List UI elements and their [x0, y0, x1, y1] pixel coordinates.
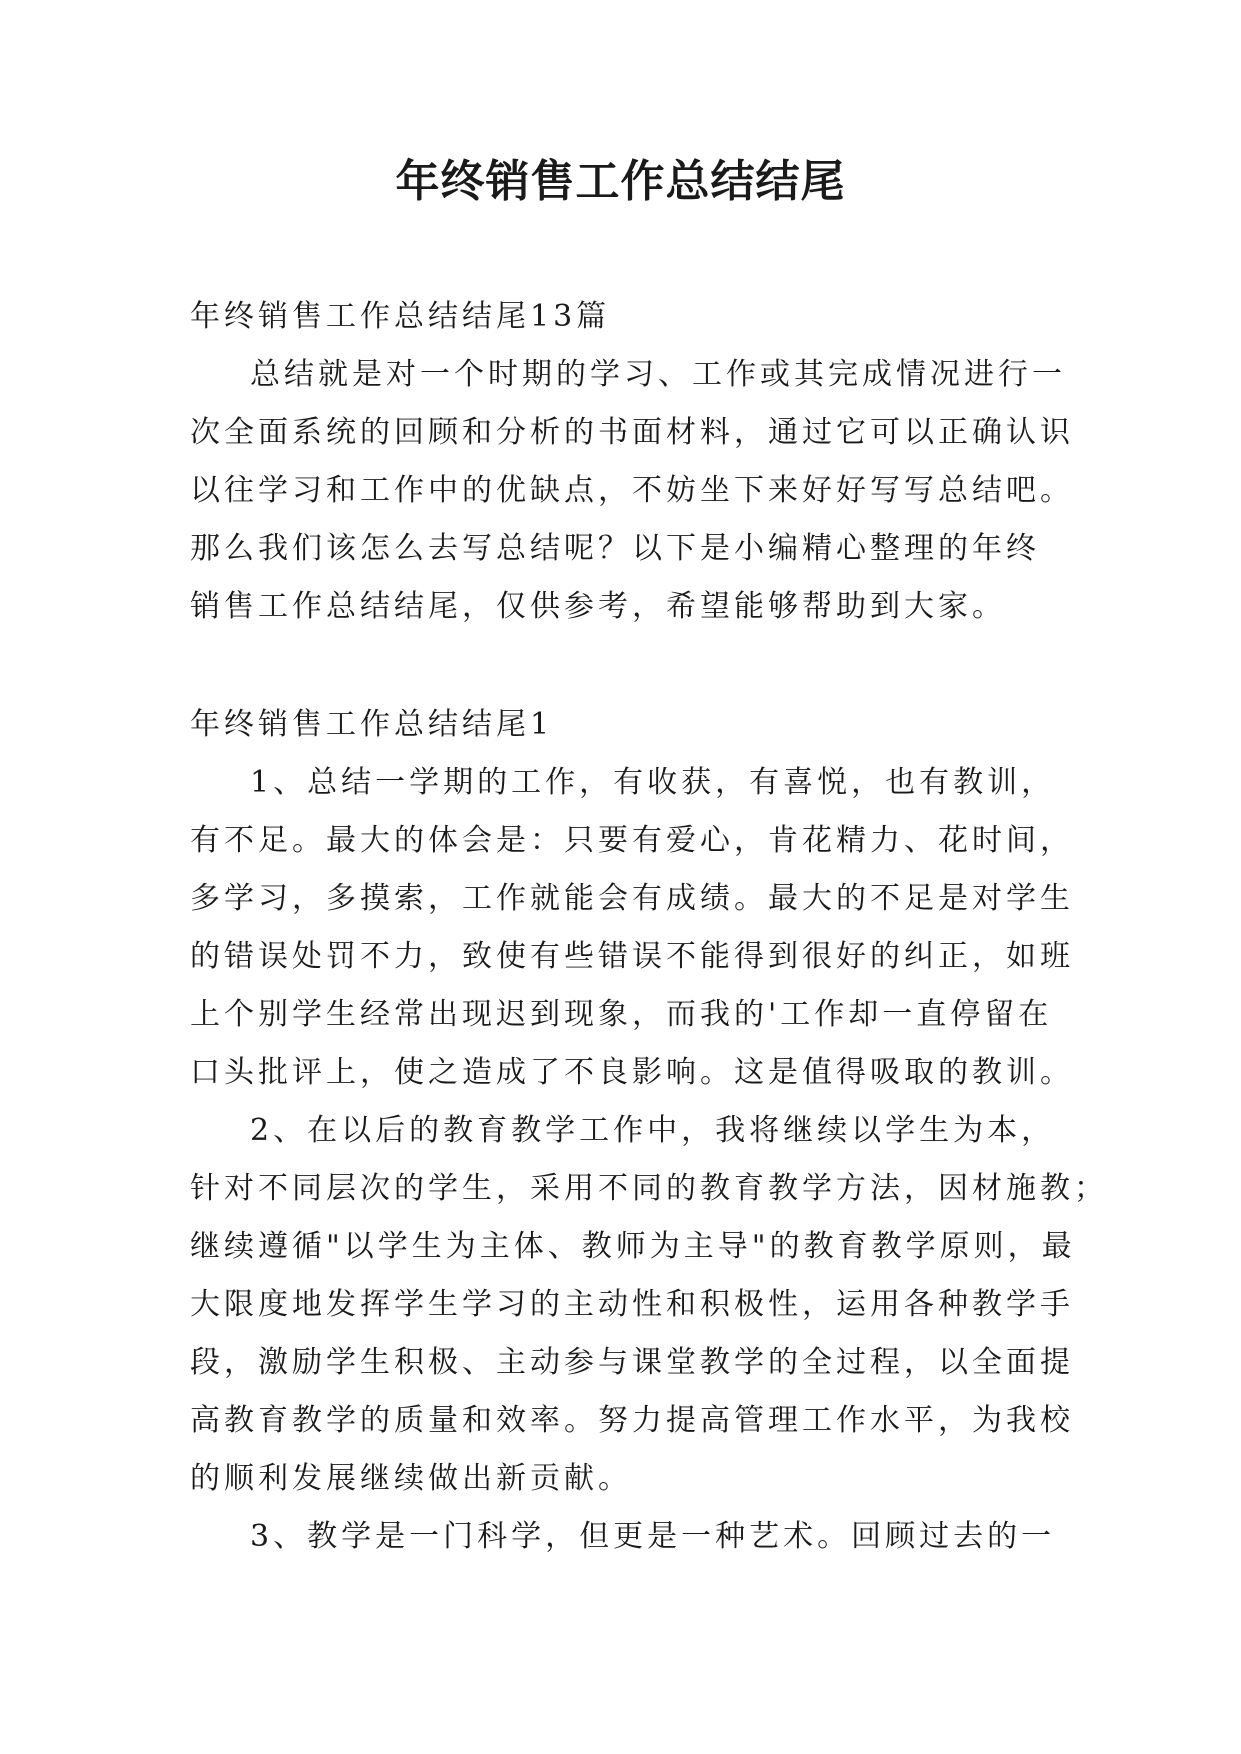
paragraph-line: 2、在以后的教育教学工作中，我将继续以学生为本， [250, 1113, 1056, 1148]
paragraph-line: 上个别学生经常出现迟到现象，而我的'工作却一直停留在 [190, 997, 1053, 1032]
paragraph-line: 3、教学是一门科学，但更是一种艺术。回顾过去的一 [250, 1519, 1056, 1554]
paragraph-line: 的顺利发展继续做出新贡献。 [190, 1461, 632, 1496]
paragraph-1 [190, 754, 1074, 1102]
paragraph-line: 继续遵循"以学生为主体、教师为主导"的教育教学原则，最 [190, 1229, 1076, 1264]
intro-heading: 年终销售工作总结结尾13篇 [190, 299, 611, 334]
paragraph-line: 针对不同层次的学生，采用不同的教育教学方法，因材施教； [190, 1171, 1108, 1206]
intro-line: 次全面系统的回顾和分析的书面材料，通过它可以正确认识 [190, 415, 1074, 450]
paragraph-line: 段，激励学生积极、主动参与课堂教学的全过程，以全面提 [190, 1345, 1074, 1380]
intro-line: 那么我们该怎么去写总结呢？以下是小编精心整理的年终 [190, 531, 1040, 566]
paragraph-line: 高教育教学的质量和效率。努力提高管理工作水平，为我校 [190, 1403, 1074, 1438]
paragraph-line: 的错误处罚不力，致使有些错误不能得到很好的纠正，如班 [190, 939, 1074, 974]
paragraph-line: 大限度地发挥学生学习的主动性和积极性，运用各种教学手 [190, 1287, 1074, 1322]
paragraph-line: 有不足。最大的体会是：只要有爱心，肯花精力、花时间， [190, 823, 1074, 858]
paragraph-line: 多学习，多摸索，工作就能会有成绩。最大的不足是对学生 [190, 881, 1074, 916]
document-title: 年终销售工作总结结尾 [395, 156, 846, 207]
document-body [190, 288, 1108, 1566]
section-heading: 年终销售工作总结结尾1 [190, 707, 554, 742]
paragraph-3 [190, 1508, 1070, 1566]
section-spacer [190, 636, 1070, 696]
intro-line: 以往学习和工作中的优缺点，不妨坐下来好好写写总结吧。 [190, 473, 1074, 508]
paragraph-2 [190, 1102, 1108, 1508]
paragraph-line: 口头批评上，使之造成了不良影响。这是值得吸取的教训。 [190, 1055, 1074, 1090]
intro-paragraph [190, 346, 1074, 636]
intro-line: 销售工作总结结尾，仅供参考，希望能够帮助到大家。 [190, 589, 1006, 624]
paragraph-line: 1、总结一学期的工作，有收获，有喜悦，也有教训， [250, 765, 1056, 800]
intro-line: 总结就是对一个时期的学习、工作或其完成情况进行一 [250, 357, 1066, 392]
